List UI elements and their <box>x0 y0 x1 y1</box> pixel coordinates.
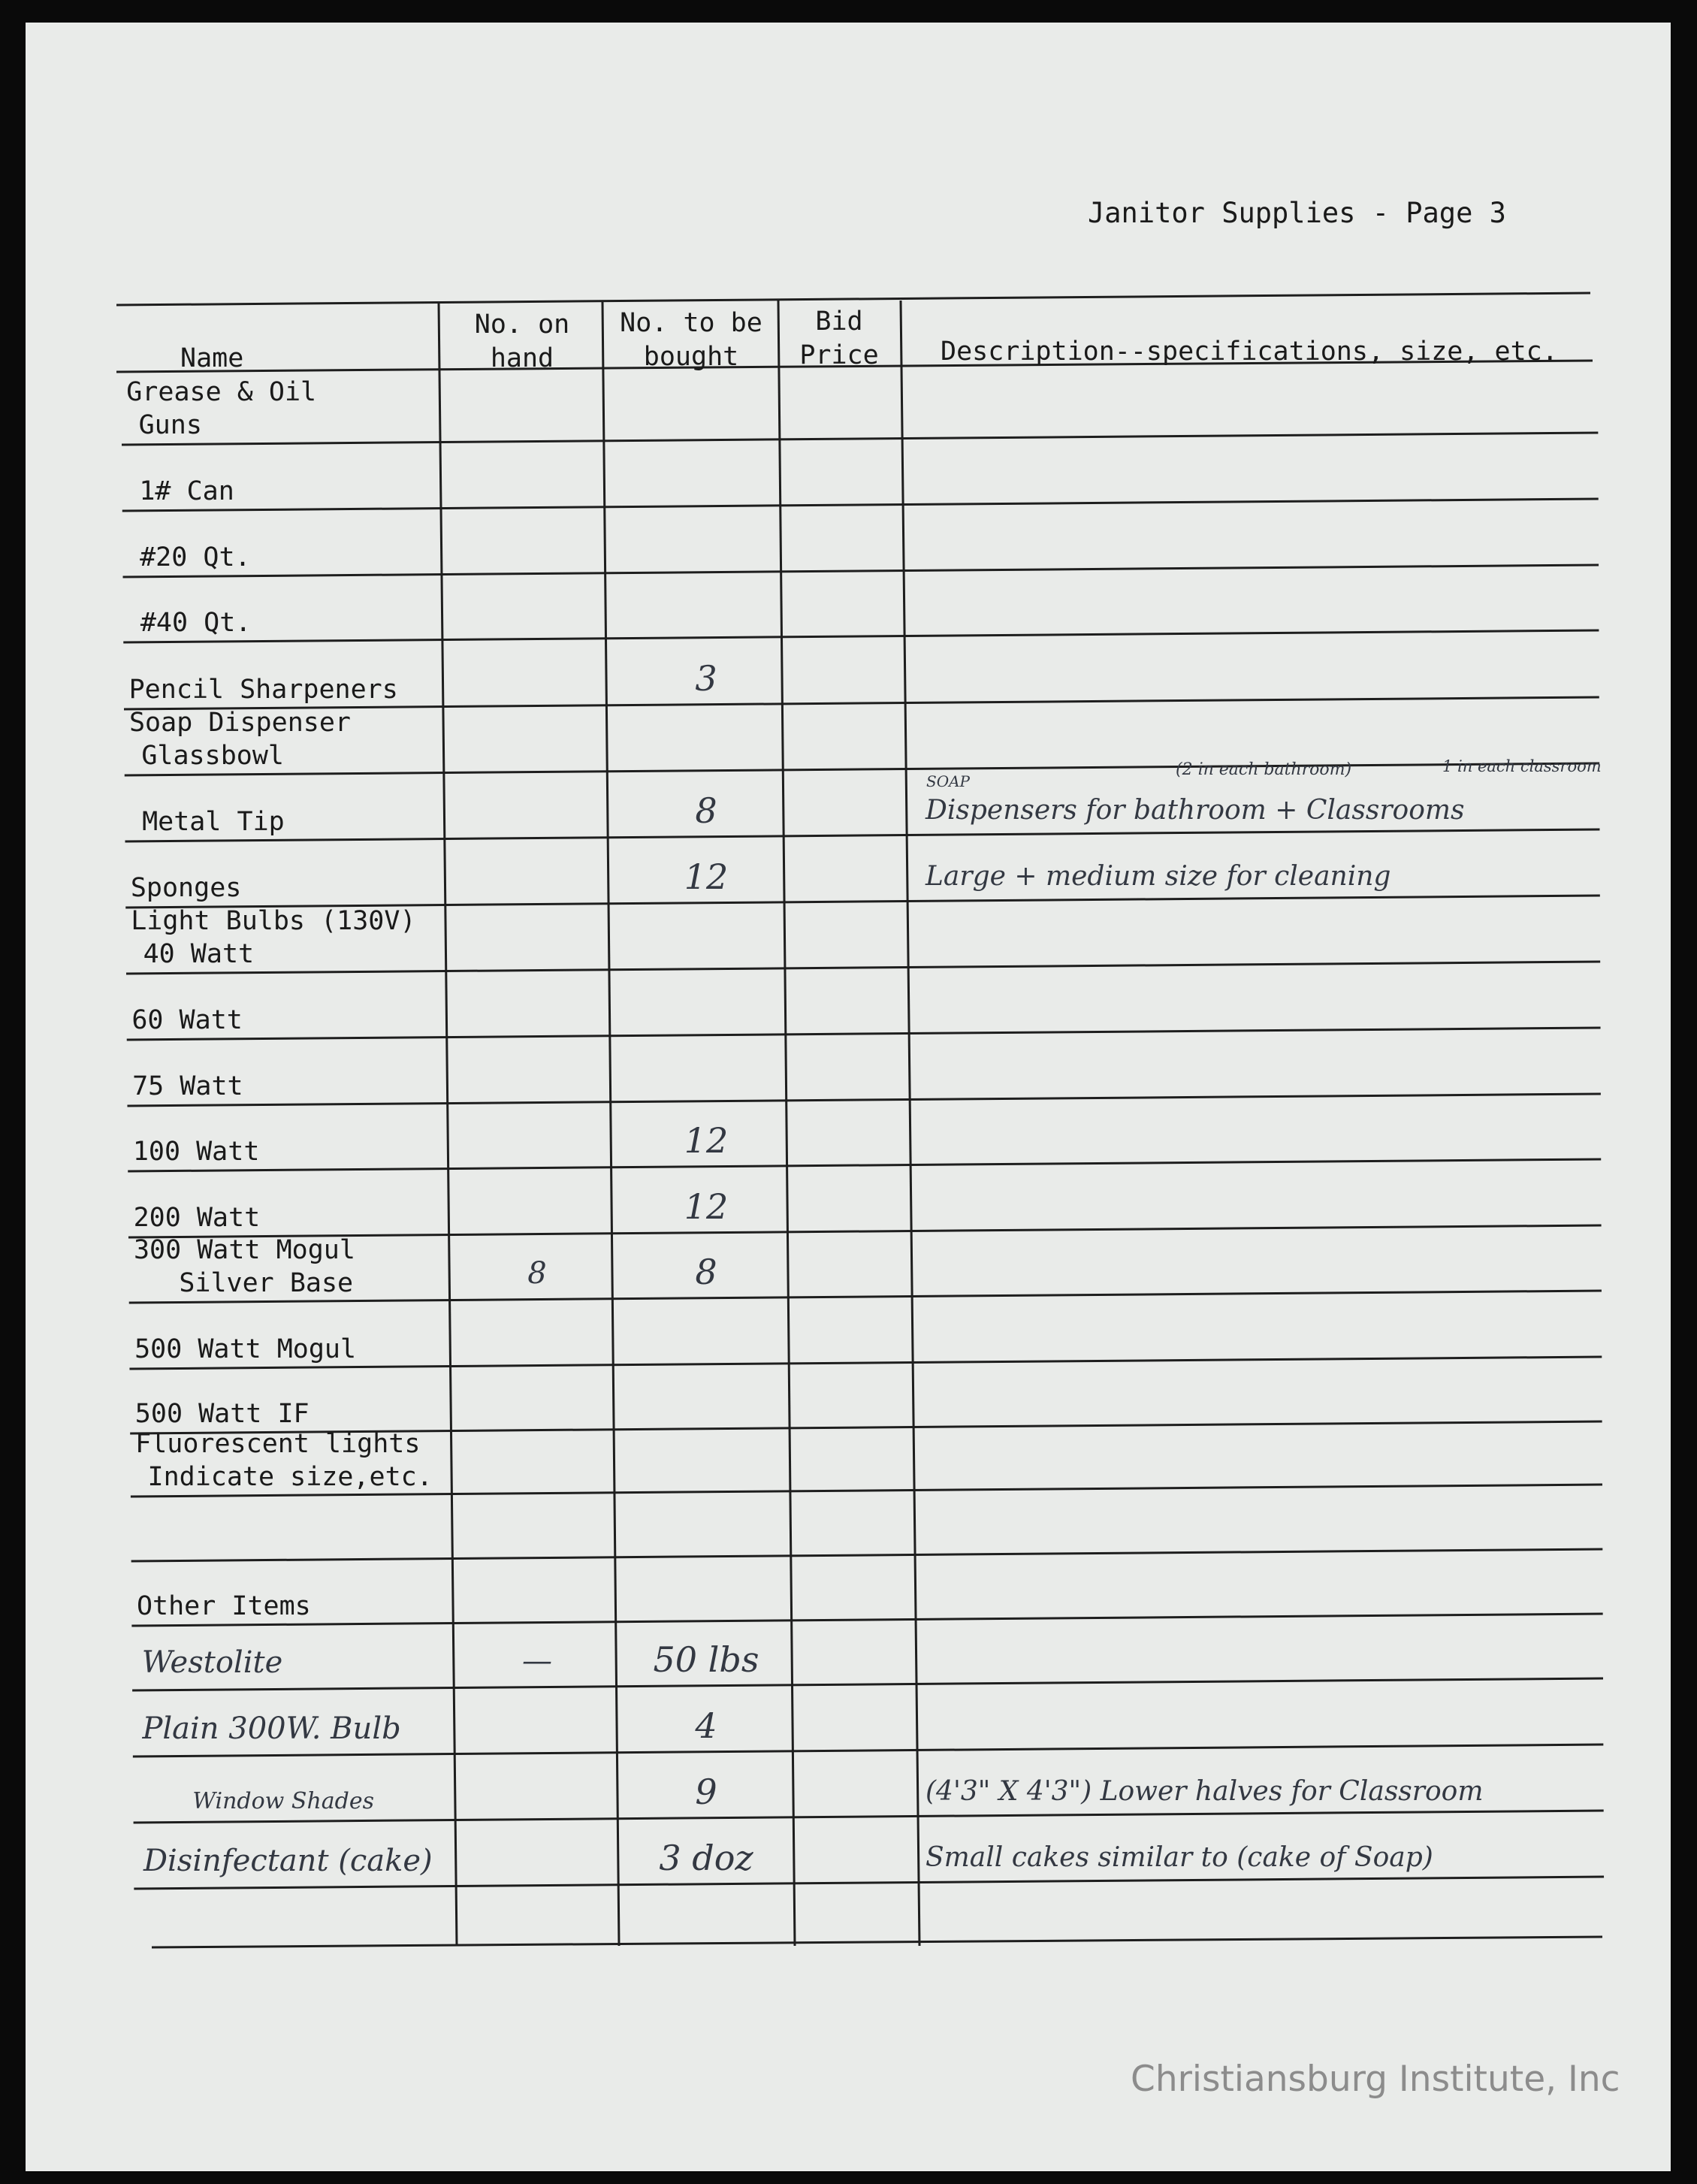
to-be-bought-value: 50 lbs <box>653 1639 759 1680</box>
to-be-bought-value: 3 doz <box>659 1838 753 1878</box>
to-be-bought-value: 12 <box>684 856 729 897</box>
description-value: Large + medium size for cleaning <box>925 861 1391 892</box>
soap-annotation: SOAP <box>926 772 970 790</box>
item-name: Sponges <box>130 873 242 903</box>
item-name: Westolite <box>141 1645 283 1680</box>
to-be-bought-value: 12 <box>684 1186 729 1227</box>
row-rule <box>126 962 1600 974</box>
item-name: Soap Dispenser <box>128 708 351 738</box>
to-be-bought-value: 8 <box>695 1252 717 1292</box>
column-header-bid-price-line2: Price <box>799 340 879 370</box>
classroom-annotation: 1 in each classroom <box>1442 757 1602 775</box>
item-name: 75 Watt <box>132 1071 243 1101</box>
item-name: #40 Qt. <box>140 608 252 638</box>
column-header-description <box>941 335 1558 369</box>
row-rule <box>125 763 1599 775</box>
item-name: Pencil Sharpeners <box>128 675 398 705</box>
item-name: Window Shades <box>192 1788 375 1814</box>
column-header-on-hand-line2: hand <box>490 343 554 373</box>
row-rule <box>133 1744 1604 1757</box>
row-rule <box>152 1937 1602 1947</box>
item-name: 200 Watt <box>133 1203 261 1233</box>
section-label: Other Items <box>136 1591 311 1621</box>
row-rule <box>127 1028 1601 1040</box>
row-rule <box>123 565 1599 577</box>
on-hand-value: — <box>522 1644 552 1678</box>
description-value: Dispensers for bathroom + Classrooms <box>925 795 1465 826</box>
column-header-name <box>180 342 243 376</box>
row-rule <box>122 499 1599 511</box>
watermark: Christiansburg Institute, Inc <box>1131 2059 1620 2100</box>
column-header-on-hand <box>451 308 593 376</box>
column-header-to-be-bought <box>608 307 774 374</box>
item-name: Guns <box>138 410 202 440</box>
item-name: 40 Watt <box>143 939 255 969</box>
item-name: 60 Watt <box>131 1005 243 1035</box>
column-header-name-label: Name <box>180 343 244 373</box>
item-name: Plain 300W. Bulb <box>142 1711 401 1746</box>
item-name: 100 Watt <box>132 1137 260 1167</box>
to-be-bought-value: 12 <box>684 1120 729 1161</box>
item-name: #20 Qt. <box>140 542 251 572</box>
row-rule <box>132 1678 1603 1690</box>
row-rule <box>128 1159 1601 1171</box>
column-header-bid-price <box>783 305 895 373</box>
to-be-bought-value: 4 <box>695 1705 717 1746</box>
column-header-to-be-bought-line1: No. to be <box>620 308 762 338</box>
to-be-bought-value: 9 <box>695 1772 717 1812</box>
item-name: Glassbowl <box>141 741 284 771</box>
item-name: 500 Watt Mogul <box>134 1334 357 1364</box>
item-name: Silver Base <box>179 1268 354 1298</box>
page-header: Janitor Supplies - Page 3 <box>1088 197 1506 229</box>
column-header-to-be-bought-line2: bought <box>643 342 739 372</box>
row-rule <box>122 433 1598 445</box>
to-be-bought-value: 8 <box>695 790 717 831</box>
on-hand-value: 8 <box>527 1256 547 1291</box>
to-be-bought-value: 3 <box>695 658 717 699</box>
description-value: Small cakes similar to (cake of Soap) <box>925 1842 1433 1873</box>
item-name: 300 Watt Mogul <box>133 1235 355 1265</box>
item-name: Disinfectant (cake) <box>143 1844 433 1878</box>
item-name: 500 Watt IF <box>134 1399 310 1429</box>
row-rule <box>125 829 1599 841</box>
row-rule <box>127 1094 1600 1106</box>
item-name: Light Bulbs (130V) <box>131 906 416 936</box>
row-rule <box>131 1549 1603 1561</box>
bathroom-annotation: (2 in each bathroom) <box>1176 760 1352 779</box>
item-name: Fluorescent lights <box>135 1429 421 1459</box>
item-name: 1# Can <box>139 476 234 506</box>
item-name: Metal Tip <box>142 807 285 837</box>
description-value: (4'3" X 4'3") Lower halves for Classroom <box>925 1776 1484 1807</box>
column-header-description-label: Description--specifications, size, etc. <box>941 337 1558 367</box>
row-rule <box>131 1614 1602 1626</box>
item-name: Indicate size,etc. <box>147 1462 433 1492</box>
item-name: Grease & Oil <box>126 377 317 407</box>
column-header-on-hand-line1: No. on <box>474 310 570 340</box>
row-rule <box>123 630 1599 642</box>
row-rule <box>134 1877 1604 1889</box>
column-header-bid-price-line1: Bid <box>815 307 863 337</box>
